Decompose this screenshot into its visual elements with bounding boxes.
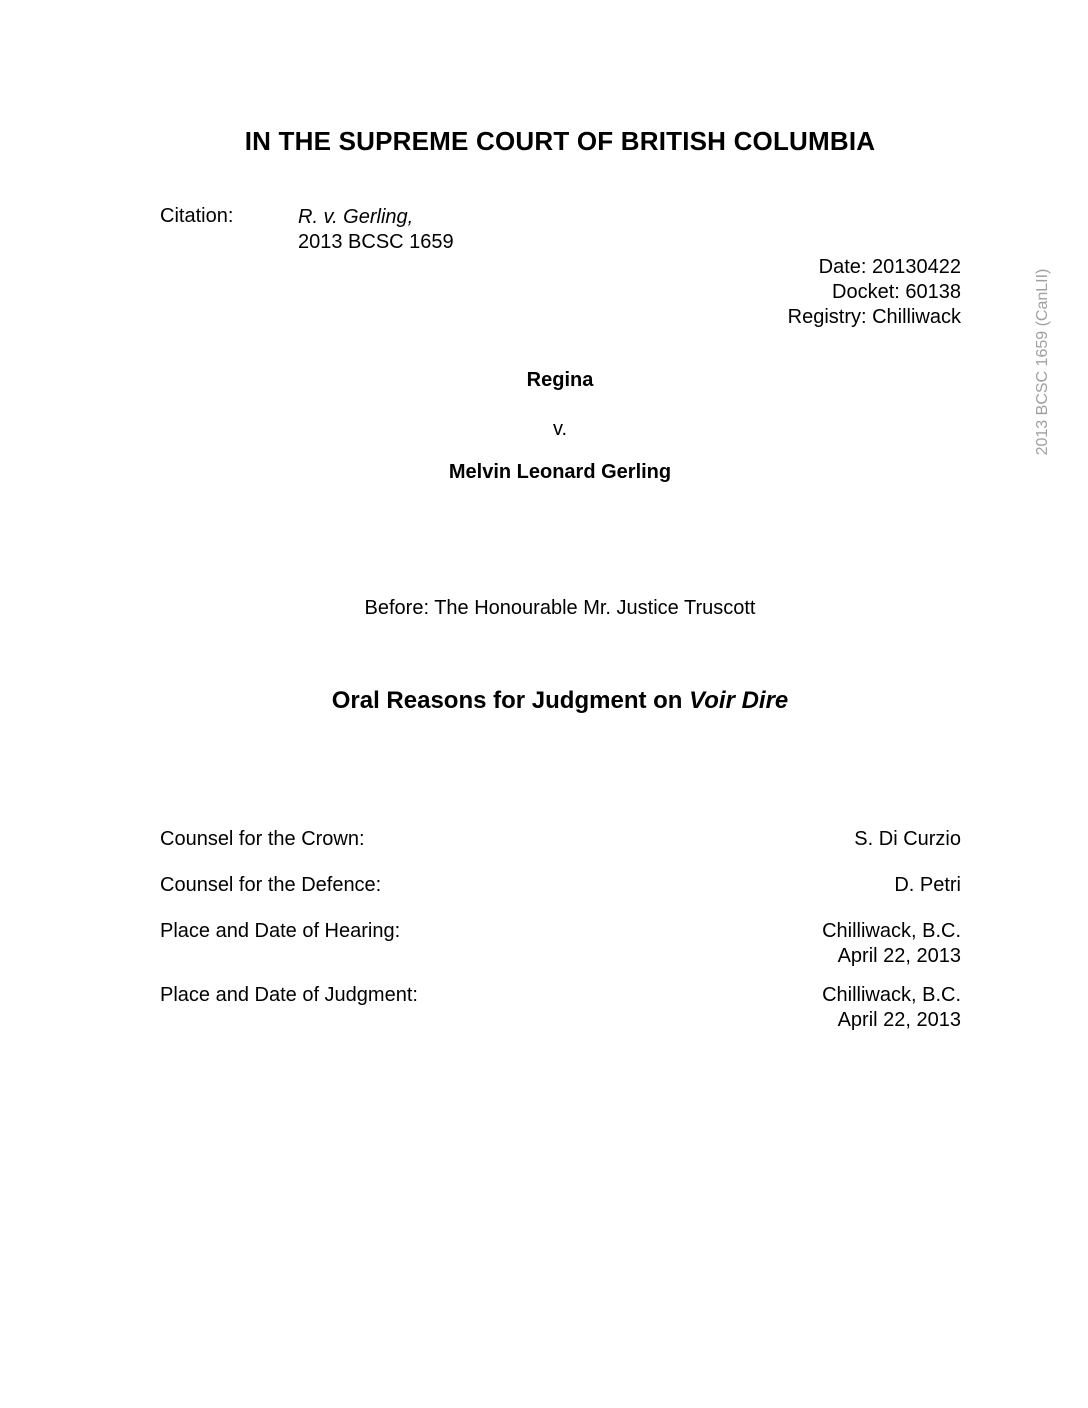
reasons-title-italic: Voir Dire bbox=[689, 687, 789, 714]
registry: Registry: Chilliwack bbox=[787, 306, 961, 328]
hearing-date: April 22, 2013 bbox=[837, 945, 961, 967]
hearing-label: Place and Date of Hearing: bbox=[160, 920, 401, 942]
case-metadata bbox=[788, 255, 961, 330]
judgment-place: Chilliwack, B.C. bbox=[822, 984, 961, 1006]
court-title: IN THE SUPREME COURT OF BRITISH COLUMBIA bbox=[244, 126, 876, 156]
docket-number: Docket: 60138 bbox=[832, 281, 961, 303]
judgment-value bbox=[822, 983, 961, 1033]
neutral-citation: 2013 BCSC 1659 bbox=[298, 231, 454, 253]
watermark-text: 2013 BCSC 1659 (CanLII) bbox=[1034, 268, 1051, 456]
presiding-judge: Before: The Honourable Mr. Justice Truscott bbox=[364, 597, 756, 619]
judgment-date-line: April 22, 2013 bbox=[837, 1009, 961, 1031]
counsel-label: Counsel for the Crown: bbox=[160, 828, 365, 850]
counsel-value bbox=[894, 873, 961, 898]
counsel-value-line1: S. Di Curzio bbox=[854, 828, 961, 850]
defendant-name: Melvin Leonard Gerling bbox=[448, 461, 672, 483]
counsel-value-line1: D. Petri bbox=[894, 874, 961, 896]
case-name: R. v. Gerling, bbox=[298, 206, 414, 228]
plaintiff-name: Regina bbox=[526, 369, 594, 391]
citation-value bbox=[298, 205, 454, 255]
judgment-label: Place and Date of Judgment: bbox=[160, 984, 418, 1006]
hearing-value bbox=[822, 919, 961, 969]
hearing-place: Chilliwack, B.C. bbox=[822, 920, 961, 942]
citation-label: Citation: bbox=[160, 205, 234, 227]
judgment-date: Date: 20130422 bbox=[818, 256, 961, 278]
reasons-title bbox=[0, 687, 1088, 715]
reasons-title-main: Oral Reasons for Judgment on bbox=[331, 687, 683, 714]
counsel-value bbox=[854, 827, 961, 852]
versus-label: v. bbox=[552, 418, 568, 440]
counsel-label: Counsel for the Defence: bbox=[160, 874, 382, 896]
